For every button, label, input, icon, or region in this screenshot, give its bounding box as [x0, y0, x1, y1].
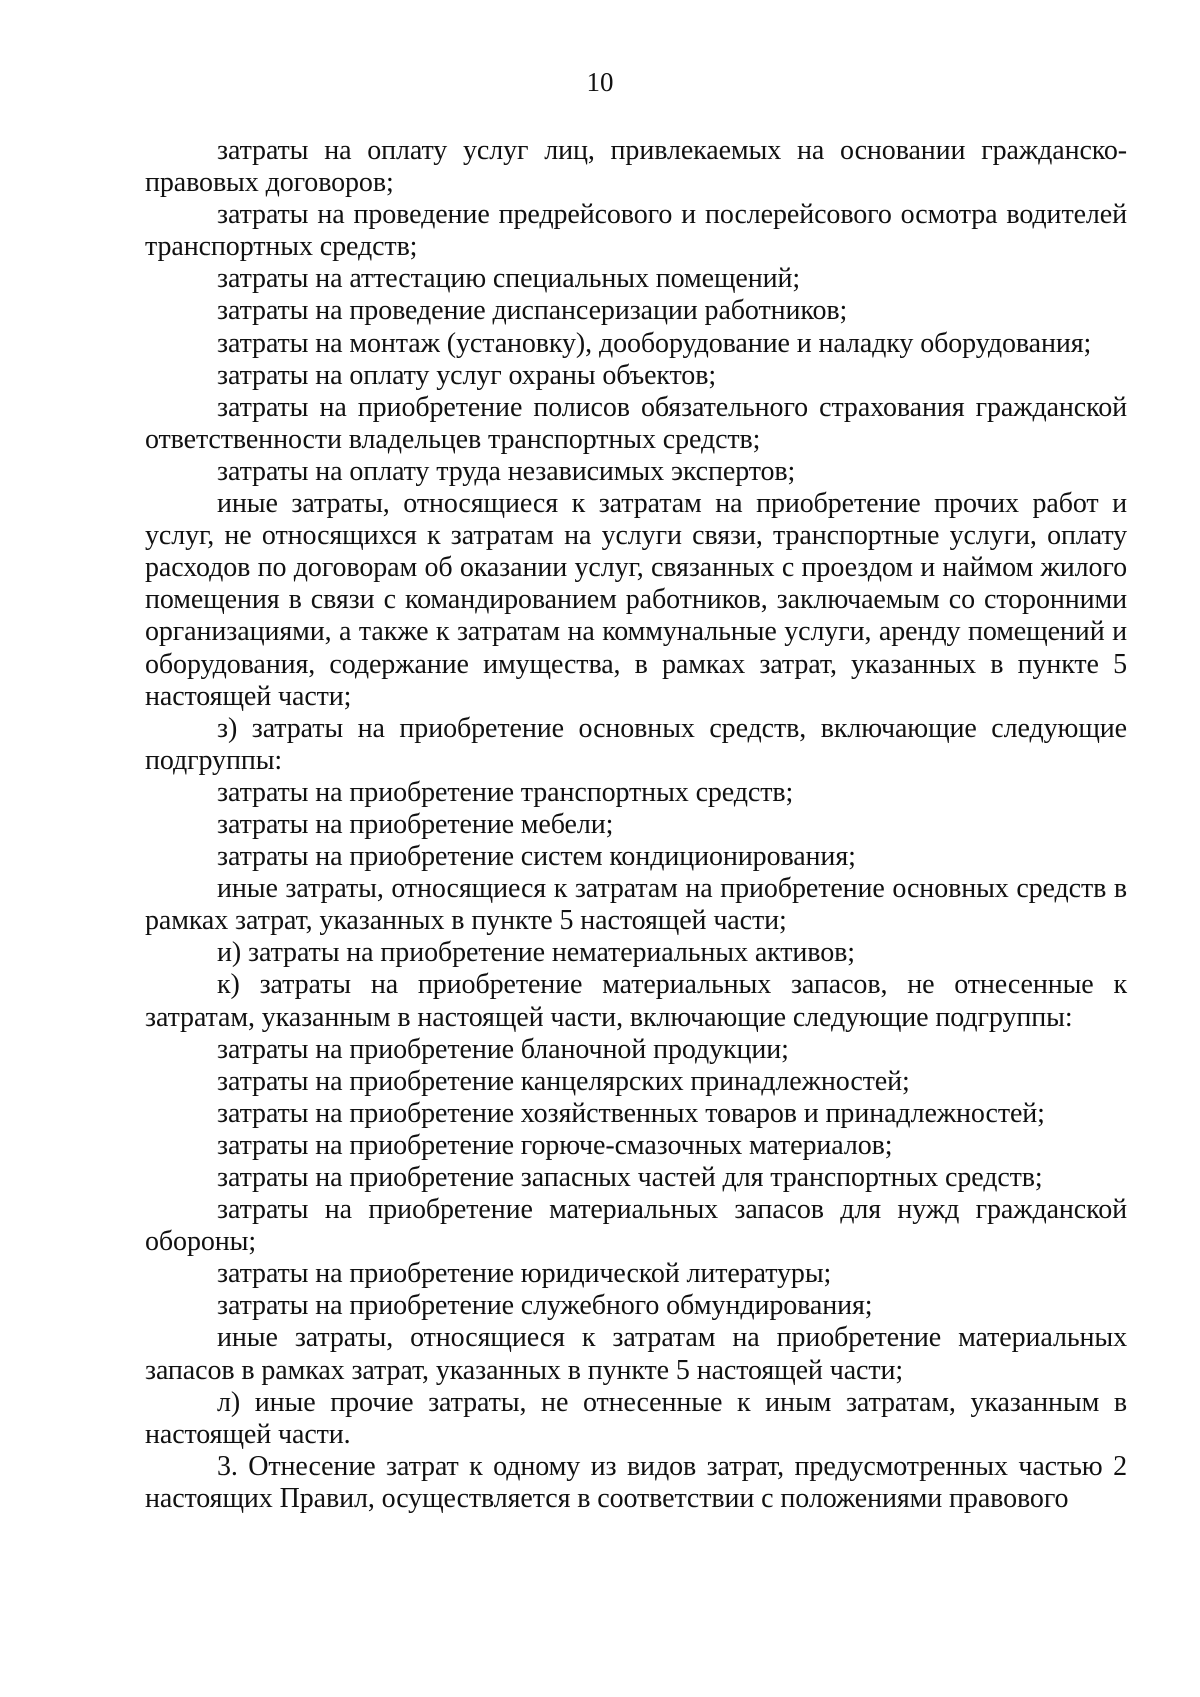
paragraph: затраты на оплату услуг лиц, привлекаемых на основании гражданско-правовых договоров; — [145, 135, 1127, 199]
paragraph: затраты на приобретение горюче-смазочных материалов; — [217, 1129, 893, 1161]
paragraph: затраты на аттестацию специальных помещений; — [217, 263, 801, 295]
paragraph: иные затраты, относящиеся к затратам на приобретение основных средств в рамках затрат, указанных в пункте 5 настоящей части; — [145, 873, 1127, 937]
paragraph: иные затраты, относящиеся к затратам на приобретение прочих работ и услуг, не относящихся к затратам на услуги связи, транспортные услуги, оплату расходов по договорам об оказании услуг, связанных с проездом и наймом жилого помещения в связи с командированием работников, заключаемым со сторонними организациями, а также к затратам на коммунальные услуги, аренду помещений и оборудования, содержание имущества, в рамках затрат, указанных в пункте 5 настоящей части; — [145, 488, 1127, 712]
paragraph: затраты на приобретение юридической литературы; — [217, 1258, 832, 1290]
paragraph: з) затраты на приобретение основных средств, включающие следующие подгруппы: — [145, 712, 1127, 776]
paragraph: затраты на оплату труда независимых экспертов; — [217, 455, 796, 487]
paragraph: затраты на приобретение запасных частей для транспортных средств; — [217, 1162, 1043, 1193]
paragraph: затраты на приобретение материальных запасов для нужд гражданской обороны; — [145, 1194, 1127, 1258]
paragraph: 3. Отнесение затрат к одному из видов затрат, предусмотренных частью 2 настоящих Правил, осуществляется в соответствии с положениями правового — [145, 1450, 1127, 1514]
paragraph: затраты на приобретение полисов обязательного страхования гражданской ответственности владельцев транспортных средств; — [145, 391, 1127, 455]
paragraph: затраты на проведение предрейсового и послерейсового осмотра водителей транспортных средств; — [145, 199, 1127, 263]
paragraph: л) иные прочие затраты, не отнесенные к иным затратам, указанным в настоящей части. — [145, 1386, 1127, 1450]
paragraph: иные затраты, относящиеся к затратам на приобретение материальных запасов в рамках затрат, указанных в пункте 5 настоящей части; — [145, 1322, 1127, 1386]
paragraph: затраты на приобретение мебели; — [217, 808, 614, 840]
paragraph: затраты на приобретение канцелярских принадлежностей; — [217, 1065, 910, 1097]
paragraph: к) затраты на приобретение материальных запасов, не отнесенные к затратам, указанным в настоящей части, включающие следующие подгруппы: — [145, 969, 1127, 1033]
paragraph: затраты на приобретение служебного обмундирования; — [217, 1290, 873, 1322]
paragraph: затраты на оплату услуг охраны объектов; — [217, 359, 717, 391]
paragraph: затраты на приобретение транспортных средств; — [217, 776, 794, 808]
paragraph: затраты на приобретение бланочной продукции; — [217, 1033, 789, 1065]
paragraph: затраты на приобретение хозяйственных товаров и принадлежностей; — [217, 1097, 1045, 1129]
paragraph: затраты на проведение диспансеризации работников; — [217, 295, 848, 327]
page-number: 10 — [586, 67, 614, 97]
paragraph: и) затраты на приобретение нематериальных активов; — [217, 937, 855, 969]
paragraph: затраты на приобретение систем кондиционирования; — [217, 841, 856, 873]
paragraph: затраты на монтаж (установку), дооборудование и наладку оборудования; — [217, 327, 1092, 359]
document-body — [145, 135, 1127, 1515]
